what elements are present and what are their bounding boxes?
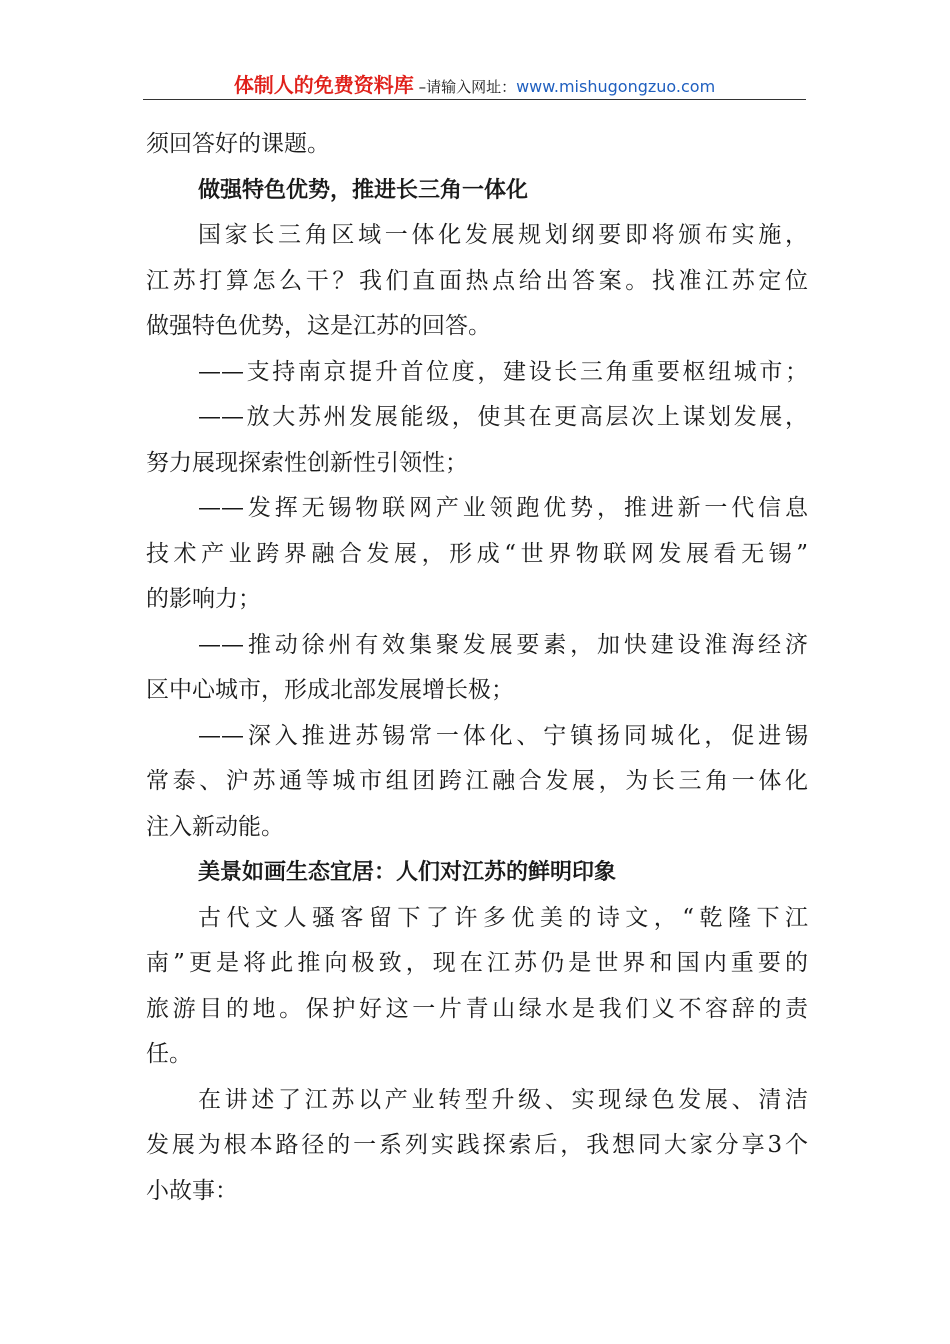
text-line: 发展为根本路径的一系列实践探索后，我想同大家分享3个 xyxy=(146,1132,808,1158)
list-item-line: ——放大苏州发展能级，使其在更高层次上谋划发展， xyxy=(198,404,808,430)
text-line: 注入新动能。 xyxy=(146,813,284,840)
text-line: 做强特色优势，这是江苏的回答。 xyxy=(146,313,491,339)
paragraph-line: 国家长三角区域一体化发展规划纲要即将颁布实施， xyxy=(198,222,808,248)
text-line: 任。 xyxy=(146,1041,192,1067)
text-line: 技术产业跨界融合发展，形成“世界物联网发展看无锡” xyxy=(146,540,808,567)
text-line: 南”更是将此推向极致，现在江苏仍是世界和国内重要的 xyxy=(146,950,808,976)
text-line: 须回答好的课题。 xyxy=(146,131,330,157)
list-item-line: ——推动徐州有效集聚发展要素，加快建设淮海经济 xyxy=(198,631,808,658)
header-prompt: –请输入网址： xyxy=(413,78,517,96)
text-line: 努力展现探索性创新性引领性； xyxy=(146,449,468,476)
text-line: 旅游目的地。保护好这一片青山绿水是我们义不容辞的责 xyxy=(146,995,808,1022)
list-item-line: ——深入推进苏锡常一体化、宁镇扬同城化，促进锡 xyxy=(198,722,808,749)
header-divider xyxy=(143,99,806,100)
paragraph-line: 古代文人骚客留下了许多优美的诗文，“乾隆下江 xyxy=(198,904,808,931)
section-heading: 美景如画生态宜居：人们对江苏的鲜明印象 xyxy=(198,860,617,885)
list-item-line: ——发挥无锡物联网产业领跑优势，推进新一代信息 xyxy=(198,495,808,521)
list-item-line: ——支持南京提升首位度，建设长三角重要枢纽城市； xyxy=(198,358,808,385)
text-line: 江苏打算怎么干？我们直面热点给出答案。找准江苏定位 xyxy=(146,267,808,294)
document-body xyxy=(146,122,808,1214)
header-url-link[interactable]: www.mishugongzuo.com xyxy=(516,77,716,96)
text-line: 的影响力； xyxy=(146,586,261,612)
paragraph-line: 在讲述了江苏以产业转型升级、实现绿色发展、清洁 xyxy=(198,1086,808,1113)
section-heading: 做强特色优势，推进长三角一体化 xyxy=(198,177,529,203)
text-line: 区中心城市，形成北部发展增长极； xyxy=(146,677,514,703)
text-line: 小故事： xyxy=(146,1177,238,1204)
header-brand: 体制人的免费资料库 xyxy=(233,73,414,97)
text-line: 常泰、沪苏通等城市组团跨江融合发展，为长三角一体化 xyxy=(146,768,808,794)
page-header xyxy=(143,70,806,100)
